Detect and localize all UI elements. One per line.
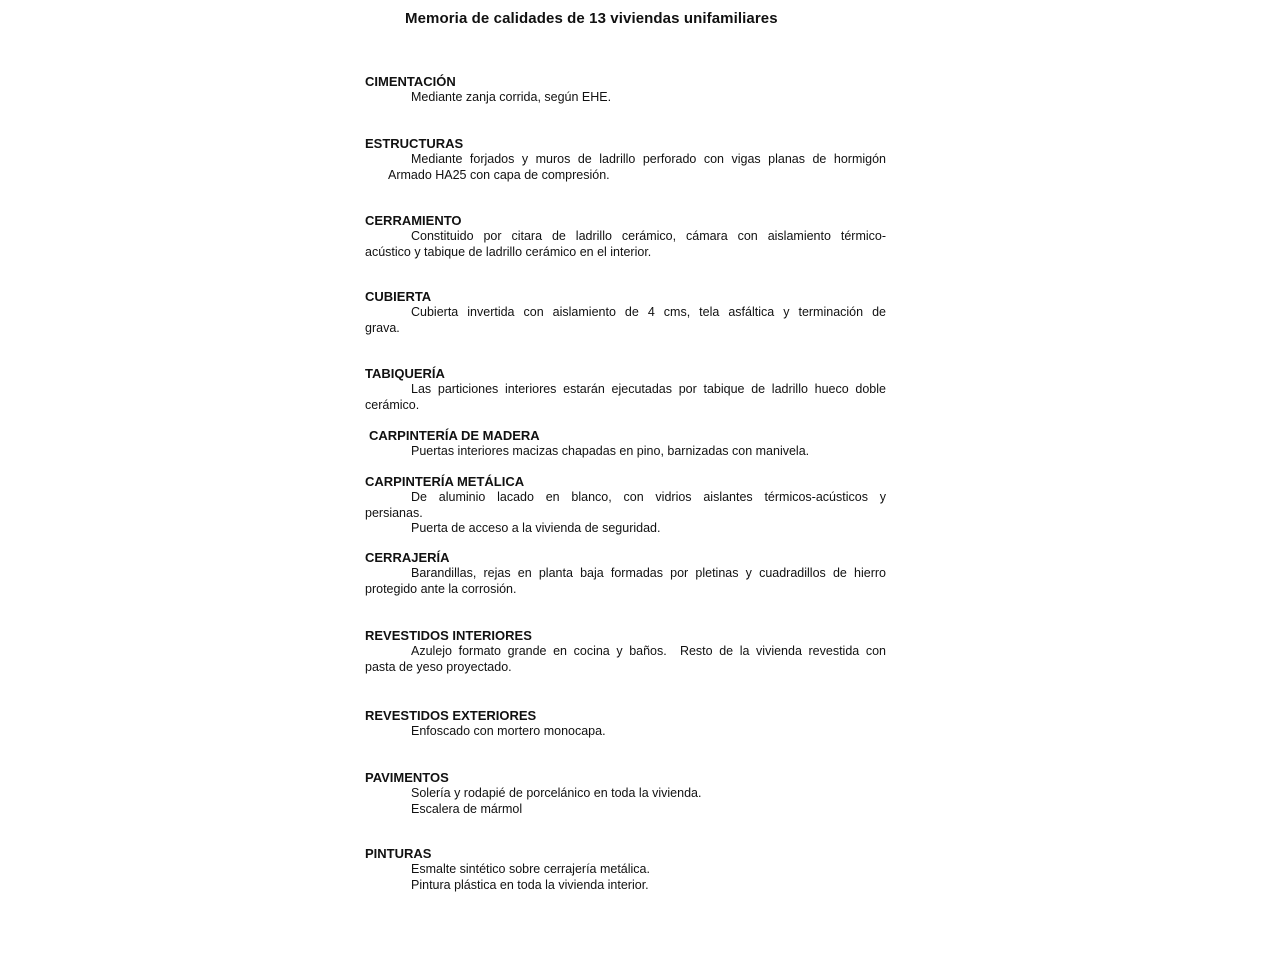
section-heading: CERRAJERÍA <box>365 550 450 565</box>
section-estructuras <box>365 136 886 183</box>
section-text: Mediante zanja corrida, según EHE. <box>411 90 612 104</box>
section-cubierta <box>365 289 886 336</box>
section-heading: REVESTIDOS INTERIORES <box>365 628 532 643</box>
section-carpinteria-madera <box>365 428 886 460</box>
section-heading: CARPINTERÍA METÁLICA <box>365 474 525 489</box>
section-carpinteria-metalica <box>365 474 886 537</box>
section-revestidos-exteriores <box>365 708 886 740</box>
section-heading: CIMENTACIÓN <box>365 74 456 89</box>
section-heading: CUBIERTA <box>365 289 432 304</box>
section-pavimentos <box>365 770 886 817</box>
section-text-line: De aluminio lacado en blanco, con vidrios aislantes térmicos-acústicos y <box>411 490 886 504</box>
section-text-line: pasta de yeso proyectado. <box>365 659 512 674</box>
section-revestidos-interiores <box>365 628 886 675</box>
section-text-line: Constituido por citara de ladrillo cerámico, cámara con aislamiento térmico- <box>411 229 886 243</box>
section-cimentacion <box>365 74 886 106</box>
section-cerramiento <box>365 213 886 260</box>
section-text-line: Escalera de mármol <box>411 801 523 816</box>
section-heading: CARPINTERÍA DE MADERA <box>369 428 540 443</box>
section-text-line: Puertas interiores macizas chapadas en pino, barnizadas con manivela. <box>411 444 810 458</box>
section-heading: REVESTIDOS EXTERIORES <box>365 708 537 723</box>
section-text-line: persianas. <box>365 505 423 520</box>
section-text-line: grava. <box>365 320 400 335</box>
section-cerrajeria <box>365 550 886 597</box>
section-text-line: Mediante forjados y muros de ladrillo perforado con vigas planas de hormigón <box>411 152 886 166</box>
section-text-line: Solería y rodapié de porcelánico en toda la vivienda. <box>411 786 702 800</box>
section-heading: TABIQUERÍA <box>365 366 445 381</box>
section-text-line: Cubierta invertida con aislamiento de 4 cms, tela asfáltica y terminación de <box>411 305 886 319</box>
section-text-line: Azulejo formato grande en cocina y baños. Resto de la vivienda revestida con <box>411 644 886 658</box>
section-text-line: Enfoscado con mortero monocapa. <box>411 724 606 738</box>
section-text-line: Puerta de acceso a la vivienda de seguridad. <box>411 521 661 535</box>
section-heading: PINTURAS <box>365 846 432 861</box>
section-tabiqueria <box>365 366 886 413</box>
section-heading: PAVIMENTOS <box>365 770 449 785</box>
section-heading: CERRAMIENTO <box>365 213 462 228</box>
section-pinturas <box>365 846 886 893</box>
section-text-line: acústico y tabique de ladrillo cerámico en el interior. <box>365 244 652 259</box>
section-text-line: cerámico. <box>365 397 420 412</box>
section-text-line: Esmalte sintético sobre cerrajería metálica. <box>411 862 650 876</box>
section-heading: ESTRUCTURAS <box>365 136 464 151</box>
section-text-line: Las particiones interiores estarán ejecutadas por tabique de ladrillo hueco doble <box>411 382 886 396</box>
document-title: Memoria de calidades de 13 viviendas unifamiliares <box>405 10 778 27</box>
section-text-line: Barandillas, rejas en planta baja formadas por pletinas y cuadradillos de hierro <box>411 566 886 580</box>
section-text-line: Pintura plástica en toda la vivienda interior. <box>411 877 649 892</box>
section-text-line: Armado HA25 con capa de compresión. <box>388 167 610 182</box>
section-text-line: protegido ante la corrosión. <box>365 581 517 596</box>
